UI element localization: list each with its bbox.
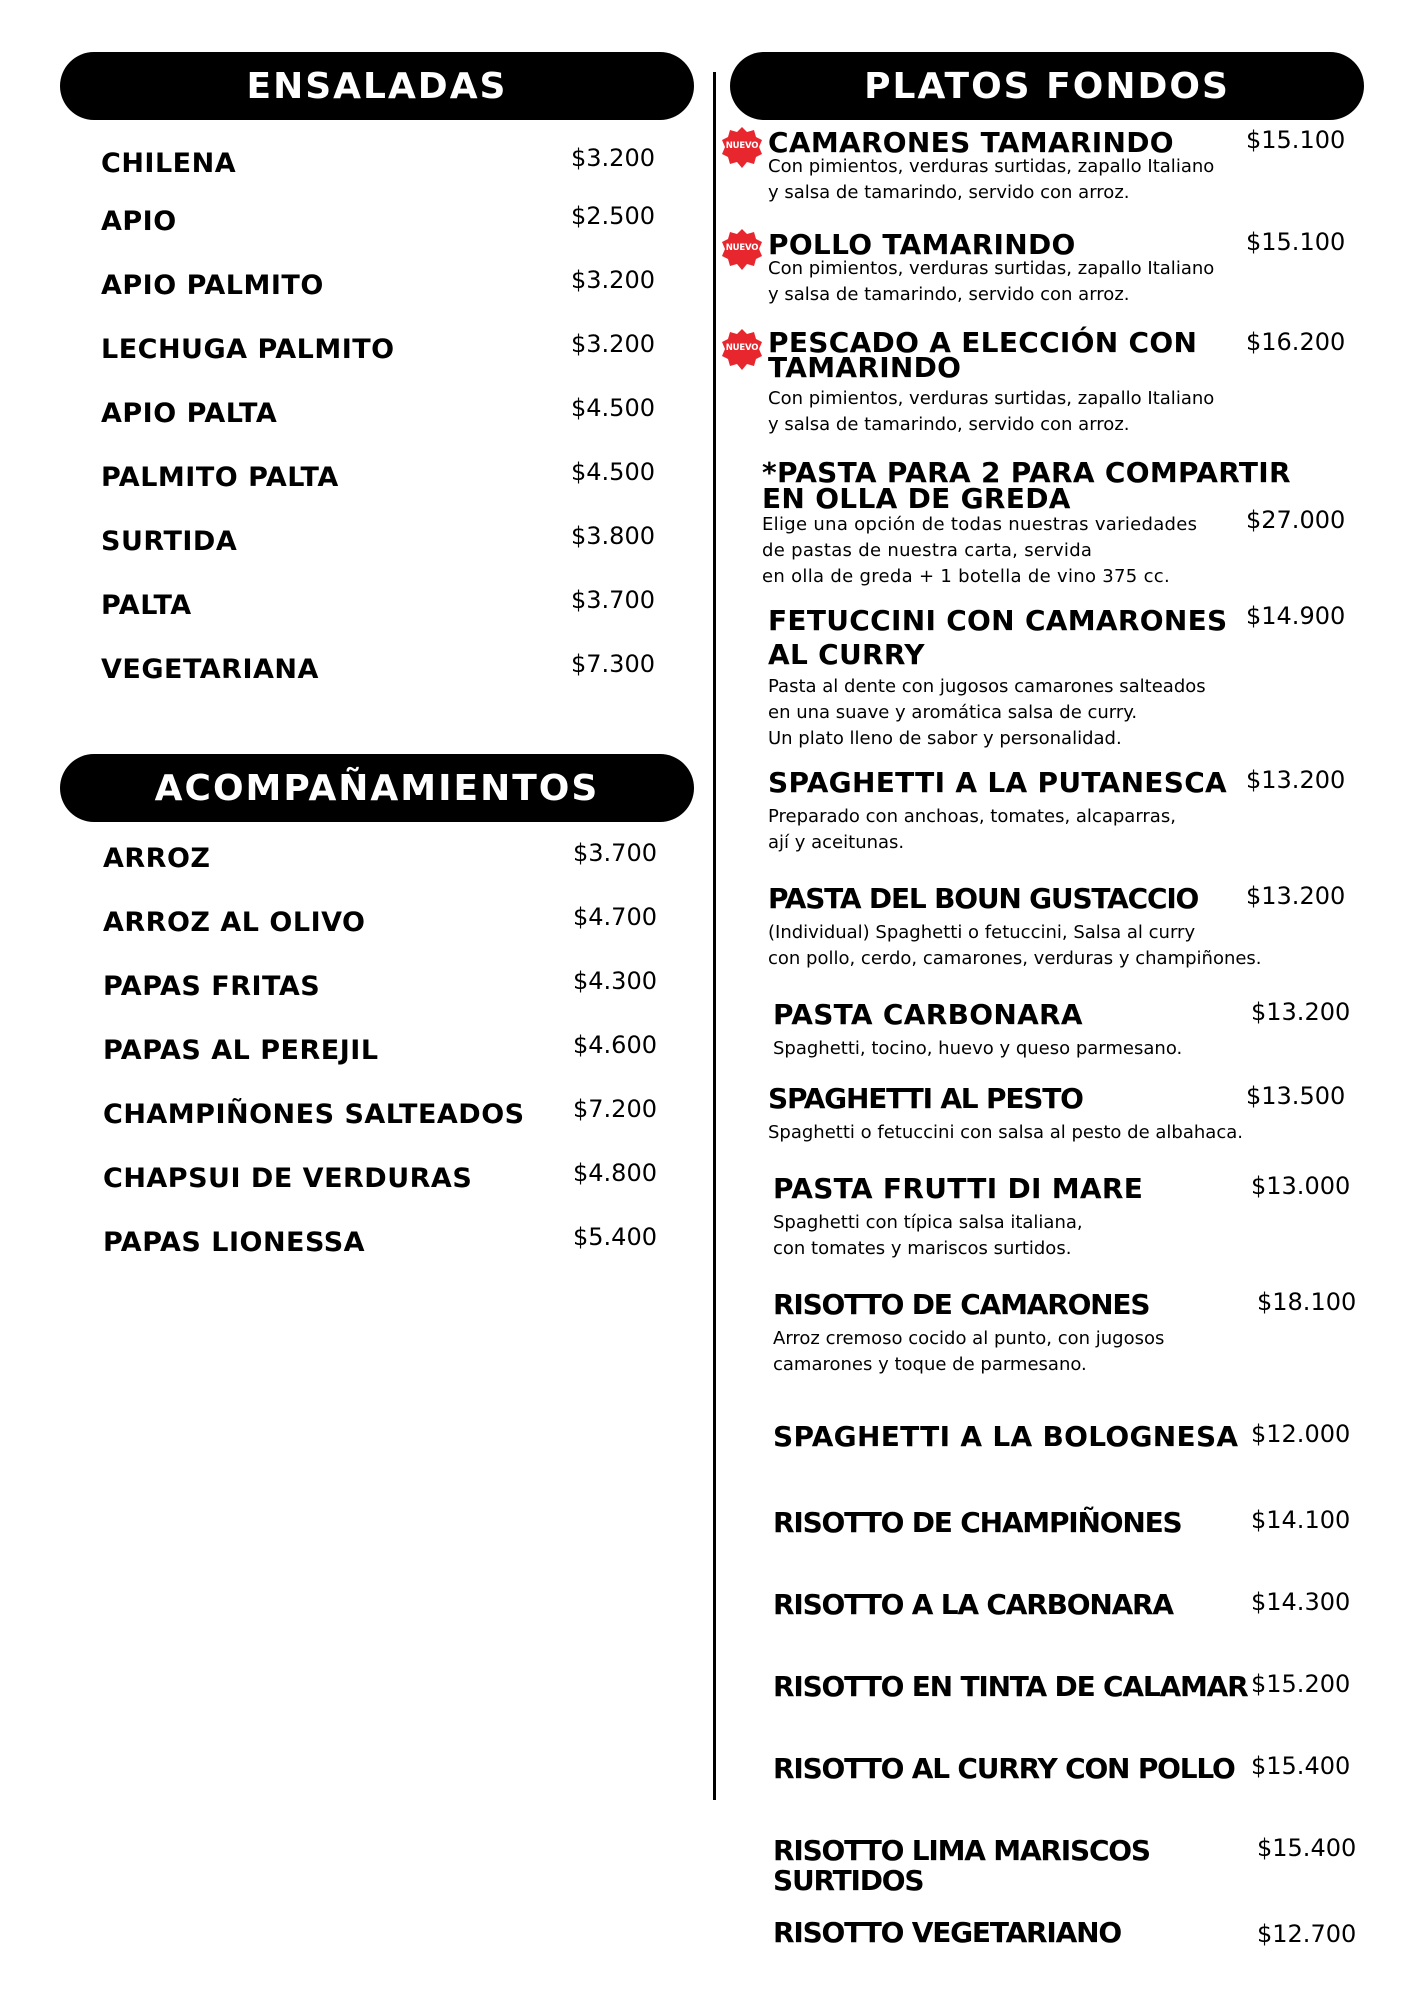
dish-name: SPAGHETTI AL PESTO (768, 1082, 1083, 1115)
list-item (101, 522, 655, 570)
nuevo-badge: NUEVO (720, 126, 764, 170)
list-item (101, 330, 655, 378)
dish-item (773, 1918, 1368, 1948)
item-name: PALMITO PALTA (101, 462, 339, 493)
list-item (103, 1095, 657, 1143)
item-name: CHAPSUI DE VERDURAS (103, 1163, 473, 1194)
dish-description: (Individual) Spaghetti o fetuccini, Salsa al curry con pollo, cerdo, camarones, verduras y champiñones. (768, 922, 1262, 969)
list-item (101, 650, 655, 698)
item-price: $3.200 (571, 330, 655, 358)
dish-item (725, 326, 1368, 438)
acompanamientos-list (103, 839, 657, 1263)
item-name: APIO PALMITO (101, 270, 324, 301)
dish-description: Preparado con anchoas, tomates, alcaparras, ají y aceitunas. (768, 806, 1176, 853)
dish-item (773, 1508, 1368, 1538)
item-price: $2.500 (571, 202, 655, 230)
item-price: $4.500 (571, 394, 655, 422)
nuevo-badge: NUEVO (720, 228, 764, 272)
dish-price: $14.100 (1251, 1506, 1351, 1534)
dish-description: Arroz cremoso cocido al punto, con jugosos camarones y toque de parmesano. (773, 1328, 1165, 1375)
item-price: $4.300 (573, 967, 657, 995)
item-name: PAPAS FRITAS (103, 971, 321, 1002)
dish-name: PESCADO A ELECCIÓN CON TAMARINDO (768, 326, 1198, 384)
dish-description: Spaghetti, tocino, huevo y queso parmesano. (773, 1038, 1183, 1059)
item-name: APIO PALTA (101, 398, 278, 429)
dish-name: RISOTTO LIMA MARISCOS SURTIDOS (773, 1834, 1150, 1897)
dish-name: SPAGHETTI A LA BOLOGNESA (773, 1420, 1239, 1453)
dish-price: $16.200 (1246, 328, 1346, 356)
item-name: VEGETARIANA (101, 654, 319, 685)
item-name: APIO (101, 206, 177, 237)
ensaladas-list (101, 144, 655, 688)
item-name: PALTA (101, 590, 192, 621)
dish-price: $12.700 (1257, 1920, 1357, 1948)
dish-price: $27.000 (1246, 506, 1346, 534)
item-price: $3.700 (571, 586, 655, 614)
item-name: PAPAS LIONESSA (103, 1227, 366, 1258)
dish-item (773, 1672, 1368, 1702)
acompanamientos-header: ACOMPAÑAMIENTOS (60, 754, 694, 822)
dish-item (773, 1754, 1368, 1784)
list-item (103, 839, 657, 887)
item-name: CHAMPIÑONES SALTEADOS (103, 1099, 525, 1130)
dish-price: $13.200 (1251, 998, 1351, 1026)
dish-description: Pasta al dente con jugosos camarones salteados en una suave y aromática salsa de curry. Un plato lleno de sabor y personalidad. (768, 676, 1206, 749)
list-item (103, 1031, 657, 1079)
list-item (101, 458, 655, 506)
dish-description: Con pimientos, verduras surtidas, zapallo Italiano y salsa de tamarindo, servido con arroz. (768, 156, 1215, 203)
dish-name: *PASTA PARA 2 PARA COMPARTIR EN OLLA DE GREDA (762, 456, 1291, 515)
dish-item (725, 126, 1368, 206)
dish-description: Con pimientos, verduras surtidas, zapallo Italiano y salsa de tamarindo, servido con arroz. (768, 388, 1215, 435)
item-price: $3.800 (571, 522, 655, 550)
dish-description: Con pimientos, verduras surtidas, zapallo Italiano y salsa de tamarindo, servido con arroz. (768, 258, 1215, 305)
dish-item (768, 604, 1368, 752)
column-divider (713, 72, 716, 1800)
dish-price: $13.200 (1246, 766, 1346, 794)
dish-name: PASTA FRUTTI DI MARE (773, 1172, 1144, 1205)
list-item (101, 202, 655, 250)
dish-item (768, 1084, 1368, 1146)
dish-description: Spaghetti con típica salsa italiana, con tomates y mariscos surtidos. (773, 1212, 1083, 1259)
dish-name: RISOTTO DE CHAMPIÑONES (773, 1506, 1182, 1539)
dish-price: $12.000 (1251, 1420, 1351, 1448)
dish-price: $18.100 (1257, 1288, 1357, 1316)
dish-item (773, 1836, 1368, 1896)
item-name: CHILENA (101, 148, 237, 179)
item-name: LECHUGA PALMITO (101, 334, 395, 365)
dish-price: $13.000 (1251, 1172, 1351, 1200)
list-item (103, 903, 657, 951)
list-item (101, 144, 655, 192)
dish-price: $13.500 (1246, 1082, 1346, 1110)
dish-item (768, 884, 1368, 972)
dish-price: $15.100 (1246, 126, 1346, 154)
nuevo-badge: NUEVO (720, 328, 764, 372)
list-item (103, 967, 657, 1015)
platos-fondos-list (725, 0, 1368, 2000)
dish-item (725, 228, 1368, 308)
dish-item (773, 1290, 1368, 1378)
dish-description: Elige una opción de todas nuestras variedades de pastas de nuestra carta, servida en olla de greda + 1 botella de vino 375 cc. (762, 514, 1198, 587)
dish-name: RISOTTO VEGETARIANO (773, 1916, 1121, 1949)
dish-item (773, 1000, 1368, 1062)
dish-price: $14.300 (1251, 1588, 1351, 1616)
ensaladas-header: ENSALADAS (60, 52, 694, 120)
item-name: PAPAS AL PEREJIL (103, 1035, 379, 1066)
dish-name: FETUCCINI CON CAMARONES AL CURRY (768, 604, 1228, 671)
item-price: $3.200 (571, 266, 655, 294)
list-item (101, 394, 655, 442)
item-price: $7.200 (573, 1095, 657, 1123)
list-item (103, 1159, 657, 1207)
dish-name: RISOTTO A LA CARBONARA (773, 1588, 1173, 1621)
item-price: $3.200 (571, 144, 655, 172)
dish-item (773, 1174, 1368, 1262)
dish-description: Spaghetti o fetuccini con salsa al pesto de albahaca. (768, 1122, 1243, 1143)
dish-name: PASTA DEL BOUN GUSTACCIO (768, 882, 1199, 915)
item-name: ARROZ (103, 843, 211, 874)
item-price: $5.400 (573, 1223, 657, 1251)
dish-name: RISOTTO EN TINTA DE CALAMAR (773, 1670, 1248, 1703)
dish-item (762, 456, 1368, 590)
dish-item (768, 768, 1368, 856)
platos-fondos-header: PLATOS FONDOS (730, 52, 1364, 120)
item-name: ARROZ AL OLIVO (103, 907, 366, 938)
item-price: $3.700 (573, 839, 657, 867)
dish-price: $15.400 (1257, 1834, 1357, 1862)
dish-item (773, 1590, 1368, 1620)
list-item (101, 266, 655, 314)
dish-price: $14.900 (1246, 602, 1346, 630)
item-price: $4.700 (573, 903, 657, 931)
dish-name: CAMARONES TAMARINDO (768, 126, 1174, 159)
dish-name: PASTA CARBONARA (773, 998, 1083, 1031)
item-price: $4.500 (571, 458, 655, 486)
dish-price: $13.200 (1246, 882, 1346, 910)
dish-name: POLLO TAMARINDO (768, 228, 1076, 261)
dish-name: SPAGHETTI A LA PUTANESCA (768, 766, 1228, 799)
dish-price: $15.400 (1251, 1752, 1351, 1780)
dish-price: $15.200 (1251, 1670, 1351, 1698)
list-item (103, 1223, 657, 1271)
list-item (101, 586, 655, 634)
item-price: $4.600 (573, 1031, 657, 1059)
item-name: SURTIDA (101, 526, 238, 557)
dish-item (773, 1422, 1368, 1452)
dish-name: RISOTTO AL CURRY CON POLLO (773, 1752, 1235, 1785)
dish-name: RISOTTO DE CAMARONES (773, 1288, 1150, 1321)
item-price: $4.800 (573, 1159, 657, 1187)
item-price: $7.300 (571, 650, 655, 678)
dish-price: $15.100 (1246, 228, 1346, 256)
